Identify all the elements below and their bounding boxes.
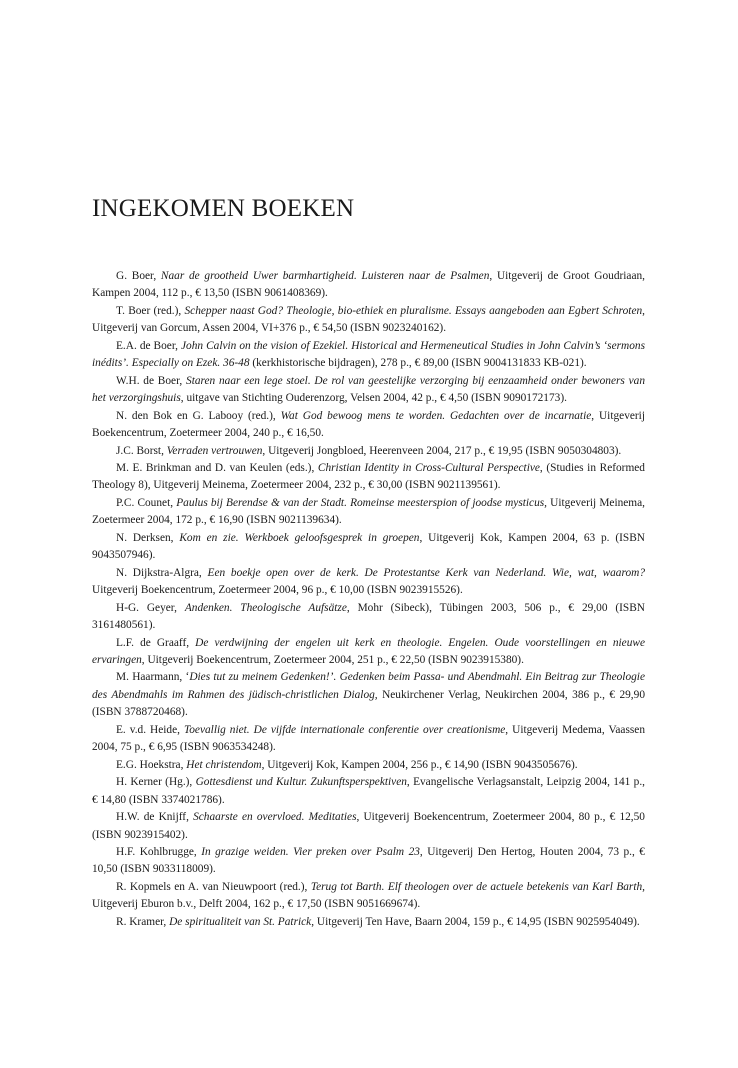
entry-publication: Neukirchener Verlag, Neukirchen 2004, 386 p., € 29,90 (ISBN 3788720468). (92, 688, 645, 719)
entry-publication: , Uitgeverij Jongbloed, Heerenveen 2004, 217 p., € 19,95 (ISBN 9050304803). (262, 444, 622, 457)
book-entry (92, 373, 645, 408)
entry-title: Een boekje open over de kerk. De Protestantse Kerk van Nederland. Wie, wat, waarom? (207, 566, 646, 579)
book-list (92, 268, 645, 931)
entry-title: Staren naar een lege stoel. De rol van geestelijke verzorging bij eenzaamheid onder bewoners van het verzorgingshuis (92, 374, 645, 405)
entry-publication: Uitgeverij Eburon b.v., Delft 2004, 162 p., € 17,50 (ISBN 9051669674). (92, 898, 421, 911)
entry-publication: , Uitgeverij van Gorcum, Assen 2004, VI+376 p., € 54,50 (ISBN 9023240162). (92, 304, 645, 335)
entry-author: R. Kopmels en A. van Nieuwpoort (red.), (116, 880, 311, 893)
entry-publication: , uitgave van Stichting Ouderenzorg, Velsen 2004, 42 p., € 4,50 (ISBN 9090172173). (180, 392, 567, 405)
page-title: INGEKOMEN BOEKEN (92, 195, 355, 222)
entry-publication: , Evangelische Verlagsanstalt, Leipzig 2004, 141 p., € 14,80 (ISBN 3374021786). (92, 776, 645, 806)
book-entry (92, 914, 645, 931)
entry-publication: Uitgeverij Meinema, Zoetermeer 2004, 172 p., € 16,90 (ISBN 9021139634). (92, 496, 645, 527)
entry-author: N. den Bok en G. Labooy (red.), (116, 409, 281, 422)
book-entry (92, 338, 645, 373)
book-entry (92, 844, 645, 879)
entry-author: H.W. de Knijff, (116, 811, 194, 824)
book-entry (92, 443, 645, 460)
entry-title: Christian Identity in Cross-Cultural Perspective (317, 461, 540, 474)
entry-author: N. Dijkstra-Algra, (116, 566, 208, 579)
entry-title: Dies tut zu meinem Gedenken!’. Gedenken beim Passa- und Abendmahl. Ein Beitrag zur Theologie des Abendmahls im Rahmen des jüdisch-christlichen Dialog, (92, 671, 645, 701)
entry-publication: , Uitgeverij Medema, Vaassen 2004, 75 p., € 6,95 (ISBN 9063534248). (92, 723, 645, 754)
book-entry (92, 303, 645, 338)
entry-title: In grazige weiden. Vier preken over Psalm 23 (201, 845, 420, 858)
book-entry (92, 809, 645, 844)
book-entry (92, 408, 645, 443)
book-entry (92, 635, 645, 670)
book-entry (92, 774, 645, 809)
book-entry (92, 722, 645, 757)
entry-publication: , Uitgeverij Kok, Kampen 2004, 63 p. (ISBN 9043507946). (92, 531, 645, 562)
entry-author: J.C. Borst, (116, 444, 167, 457)
entry-author: M. Haarmann, ‘ (116, 671, 190, 684)
entry-title: Paulus bij Berendse & van der Stadt. Romeinse meesterspion of joodse mysticus, (176, 496, 548, 509)
entry-publication: , (Studies in Reformed Theology 8), Uitgeverij Meinema, Zoetermeer 2004, 232 p., € 30,00 (ISBN 9021139561). (92, 461, 645, 492)
entry-publication: , Uitgeverij Boekencentrum, Zoetermeer 2004, 240 p., € 16,50. (92, 409, 645, 440)
entry-author: W.H. de Boer, (116, 374, 187, 387)
entry-title: De verdwijning der engelen uit kerk en theologie. Engelen. Oude voorstellingen en nieuwe ervaringen (92, 636, 645, 666)
entry-author: H. Kerner (Hg.), (116, 776, 196, 789)
entry-title: De spiritualiteit van St. Patrick (169, 915, 312, 928)
entry-author: H-G. Geyer, (116, 601, 185, 614)
entry-author: M. E. Brinkman and D. van Keulen (eds.), (116, 461, 318, 474)
entry-author: P.C. Counet, (116, 496, 177, 509)
entry-title: John Calvin on the vision of Ezekiel. Historical and Hermeneutical Studies in John Calvin’s ‘sermons inédits’. Especially on Ezek. 36-48 (92, 339, 645, 370)
entry-title: Terug tot Barth. Elf theologen over de actuele betekenis van Karl Barth, (310, 880, 645, 893)
entry-publication: , Uitgeverij Kok, Kampen 2004, 256 p., € 14,90 (ISBN 9043505676). (261, 758, 578, 771)
entry-title: Het christendom (186, 758, 262, 771)
entry-publication: , Uitgeverij Den Hertog, Houten 2004, 73 p., € 10,50 (ISBN 9033118009). (92, 845, 645, 876)
entry-title: Naar de grootheid Uwer barmhartigheid. Luisteren naar de Psalmen (160, 270, 490, 282)
book-entry (92, 565, 645, 600)
book-entry (92, 669, 645, 721)
entry-publication: Uitgeverij Boekencentrum, Zoetermeer 2004, 96 p., € 10,00 (ISBN 9023915526). (92, 584, 463, 597)
book-entry (92, 460, 645, 495)
entry-author: N. Derksen, (116, 531, 180, 544)
entry-title: Andenken. Theologische Aufsätze (184, 601, 347, 614)
entry-author: R. Kramer, (116, 915, 170, 928)
entry-publication: , Uitgeverij Boekencentrum, Zoetermeer 2004, 251 p., € 22,50 (ISBN 9023915380). (141, 653, 524, 666)
book-entry (92, 530, 645, 565)
entry-author: T. Boer (red.), (116, 304, 185, 317)
book-entry (92, 757, 645, 774)
entry-title: Wat God bewoog mens te worden. Gedachten over de incarnatie (280, 409, 592, 422)
book-entry (92, 495, 645, 530)
entry-author: E. v.d. Heide, (116, 723, 184, 736)
entry-publication: , Uitgeverij Boekencentrum, Zoetermeer 2004, 80 p., € 12,50 (ISBN 9023915402). (92, 811, 645, 841)
entry-publication: (kerkhistorische bijdragen), 278 p., € 89,00 (ISBN 9004131833 KB-021). (249, 357, 587, 370)
entry-title: Kom en zie. Werkboek geloofsgesprek in groepen (179, 531, 420, 544)
book-entry (92, 879, 645, 914)
entry-publication: , Uitgeverij de Groot Goudriaan, Kampen 2004, 112 p., € 13,50 (ISBN 9061408369). (92, 270, 645, 300)
entry-title: Toevallig niet. De vijfde internationale conferentie over creationisme (183, 723, 506, 736)
entry-publication: , Mohr (Sibeck), Tübingen 2003, 506 p., € 29,00 (ISBN 3161480561). (92, 601, 645, 632)
entry-title: Gottesdienst und Kultur. Zukunftsperspektiven (195, 776, 407, 789)
entry-author: L.F. de Graaff, (116, 636, 196, 649)
entry-publication: , Uitgeverij Ten Have, Baarn 2004, 159 p., € 14,95 (ISBN 9025954049). (311, 915, 640, 928)
entry-title: Schaarste en overvloed. Meditaties (193, 811, 357, 824)
entry-title: Schepper naast God? Theologie, bio-ethiek en pluralisme. Essays aangeboden aan Egbert Schroten (184, 304, 643, 317)
entry-author: E.A. de Boer, (116, 339, 182, 352)
book-entry (92, 268, 645, 303)
entry-author: E.G. Hoekstra, (116, 758, 187, 771)
book-entry (92, 600, 645, 635)
entry-author: H.F. Kohlbrugge, (116, 845, 202, 858)
entry-author: G. Boer, (116, 270, 161, 282)
entry-title: Verraden vertrouwen (166, 444, 263, 457)
